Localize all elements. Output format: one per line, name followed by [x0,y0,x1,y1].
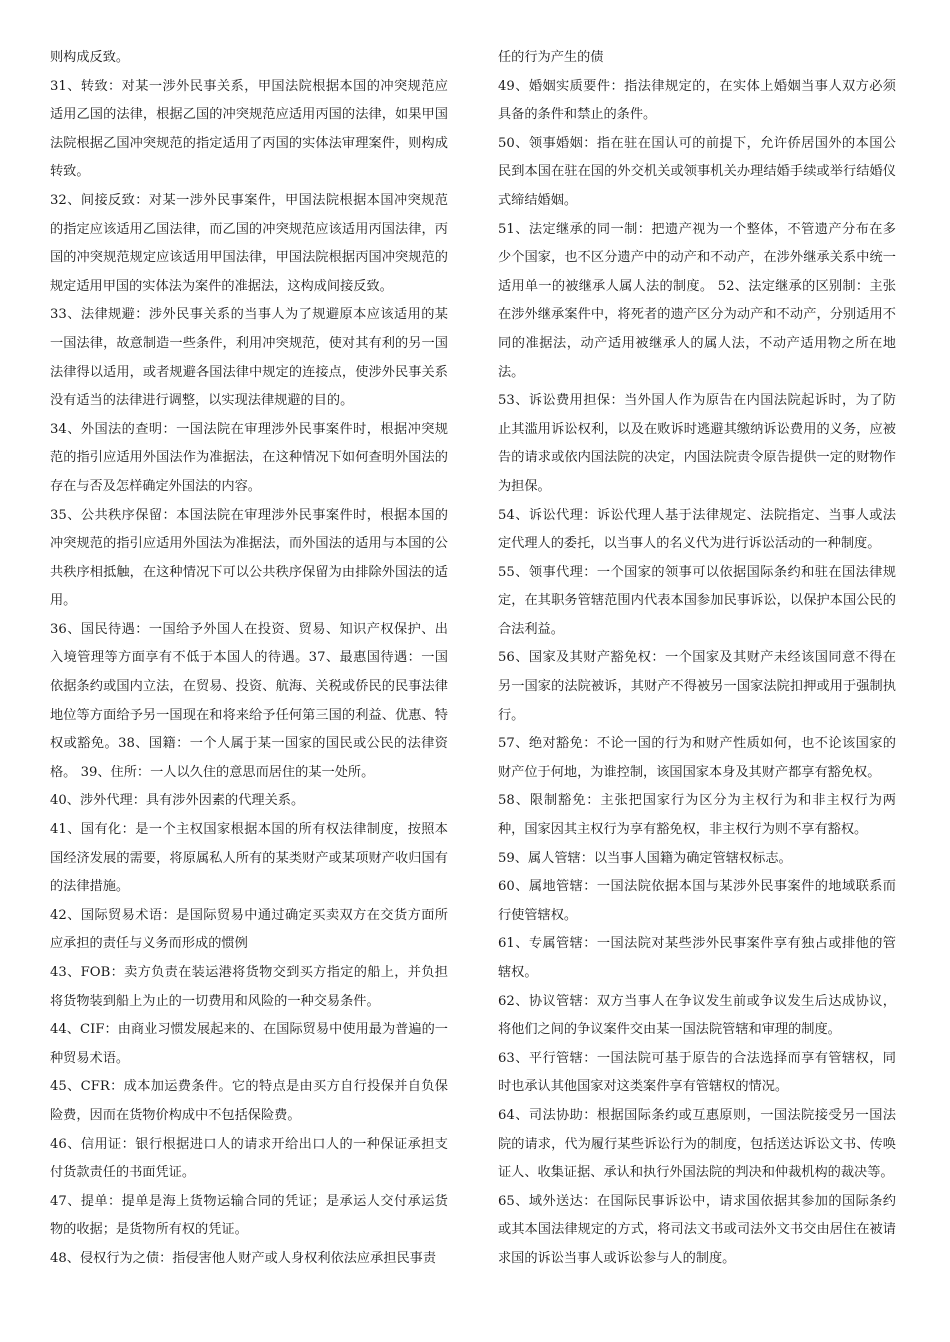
paragraph: 63、平行管辖：一国法院可基于原告的合法选择而享有管辖权，同时也承认其他国家对这类案件享有管辖权的情况。 [498,1050,896,1095]
paragraph: 49、婚姻实质要件：指法律规定的，在实体上婚姻当事人双方必须具备的条件和禁止的条件。 [498,78,896,123]
paragraph: 则构成反致。 [50,50,130,65]
paragraph: 48、侵权行为之债：指侵害他人财产或人身权利依法应承担民事责 [50,1250,437,1266]
paragraph: 57、绝对豁免：不论一国的行为和财产性质如何，也不论该国家的财产位于何地，为谁控制，该国国家本身及其财产都享有豁免权。 [498,736,896,780]
paragraph: 36、国民待遇：一国给予外国人在投资、贸易、知识产权保护、出入境管理等方面享有不低于本国人的待遇。37、最惠国待遇：一国依据条约或国内立法，在贸易、投资、航海、关税或侨民的民事法律地位等方面给予另一国现在和将来给予任何第三国的利益、优惠、特权或豁免。38、国籍：一个人属于某一国家的国民或公民的法律资格。 39、住所：一人以久住的意思而居住的某一处所。 [50,621,448,780]
paragraph: 42、国际贸易术语：是国际贸易中通过确定买卖双方在交货方面所应承担的责任与义务而形成的惯例 [50,907,448,952]
paragraph: 32、间接反致：对某一涉外民事案件，甲国法院根据本国冲突规范的指定应该适用乙国法律，而乙国的冲突规范应该适用丙国法律，丙国的冲突规范规定应该适用甲国法律，甲国法院根据丙国冲突规范的规定适用甲国的实体法为案件的准据法，这构成间接反致。 [50,192,448,294]
paragraph: 65、域外送达：在国际民事诉讼中，请求国依据其参加的国际条约或其本国法律规定的方式，将司法文书或司法外文书交由居住在被请求国的诉讼当事人或诉讼参与人的制度。 [498,1193,896,1266]
paragraph: 53、诉讼费用担保：当外国人作为原告在内国法院起诉时，为了防止其滥用诉讼权利，以及在败诉时逃避其缴纳诉讼费用的义务，应被告的请求或依内国法院的决定，内国法院责令原告提供一定的财物作为担保。 [498,393,896,494]
paragraph: 58、限制豁免：主张把国家行为区分为主权行为和非主权行为两种，国家因其主权行为享有豁免权，非主权行为则不享有豁权。 [498,793,896,838]
paragraph: 33、法律规避：涉外民事关系的当事人为了规避原本应该适用的某一国法律，故意制造一些条件，利用冲突规范，使对其有利的另一国法律得以适用，或者规避各国法律中规定的连接点，使涉外民事关系没有适当的法律进行调整，以实现法律规避的目的。 [50,307,448,409]
paragraph: 50、领事婚姻：指在驻在国认可的前提下，允许侨居国外的本国公民到本国在驻在国的外交机关或领事机关办理结婚手续或举行结婚仪式缔结婚姻。 [498,135,896,208]
paragraph: 51、法定继承的同一制：把遗产视为一个整体，不管遗产分布在多少个国家，也不区分遗产中的动产和不动产，在涉外继承关系中统一适用单一的被继承人属人法的制度。 52、法定继承的区别制：主张在涉外继承案件中，将死者的遗产区分为动产和不动产，分别适用不同的准据法，动产适用被继承人的属人法，不动产适用物之所在地法。 [498,221,896,380]
paragraph: 45、CFR：成本加运费条件。它的特点是由买方自行投保并自负保险费，因而在货物价构成中不包括保险费。 [50,1079,448,1123]
paragraph: 43、FOB：卖方负责在装运港将货物交到买方指定的船上，并负担将货物装到船上为止的一切费用和风险的一种交易条件。 [50,965,448,1009]
paragraph: 47、提单：提单是海上货物运输合同的凭证；是承运人交付承运货物的收据；是货物所有权的凭证。 [50,1193,448,1238]
paragraph: 46、信用证：银行根据进口人的请求开给出口人的一种保证承担支付货款责任的书面凭证。 [50,1136,448,1181]
paragraph: 44、CIF：由商业习惯发展起来的、在国际贸易中使用最为普遍的一种贸易术语。 [50,1022,448,1066]
paragraph: 31、转致：对某一涉外民事关系，甲国法院根据本国的冲突规范应适用乙国的法律，根据乙国的冲突规范应适用丙国的法律，如果甲国法院根据乙国冲突规范的指定适用了丙国的实体法审理案件，则构成转致。 [50,78,448,180]
paragraph: 任的行为产生的债 [498,50,604,65]
paragraph: 55、领事代理：一个国家的领事可以依据国际条约和驻在国法律规定，在其职务管辖范围内代表本国参加民事诉讼，以保护本国公民的合法利益。 [498,564,896,637]
left-text-column [50,44,448,1274]
paragraph: 56、国家及其财产豁免权：一个国家及其财产未经该国同意不得在另一国家的法院被诉，其财产不得被另一国家法院扣押或用于强制执行。 [498,650,896,723]
paragraph: 62、协议管辖：双方当事人在争议发生前或争议发生后达成协议，将他们之间的争议案件交由某一国法院管辖和审理的制度。 [498,993,896,1038]
paragraph: 59、属人管辖：以当事人国籍为确定管辖权标志。 [498,850,792,866]
right-text-column [498,44,896,1274]
paragraph: 34、外国法的查明：一国法院在审理涉外民事案件时，根据冲突规范的指引应适用外国法作为准据法，在这种情况下如何查明外国法的存在与否及怎样确定外国法的内容。 [50,421,448,494]
paragraph: 61、专属管辖：一国法院对某些涉外民事案件享有独占或排他的管辖权。 [498,936,896,980]
paragraph: 54、诉讼代理：诉讼代理人基于法律规定、法院指定、当事人或法定代理人的委托，以当事人的名义代为进行诉讼活动的一种制度。 [498,507,896,552]
paragraph: 41、国有化：是一个主权国家根据本国的所有权法律制度，按照本国经济发展的需要，将原属私人所有的某类财产或某项财产收归国有的法律措施。 [50,822,448,895]
paragraph: 60、属地管辖：一国法院依据本国与某涉外民事案件的地域联系而行使管辖权。 [498,879,896,923]
paragraph: 40、涉外代理：具有涉外因素的代理关系。 [50,793,305,809]
paragraph: 35、公共秩序保留：本国法院在审理涉外民事案件时，根据本国的冲突规范的指引应适用外国法为准据法，而外国法的适用与本国的公共秩序相抵触，在这种情况下可以公共秩序保留为由排除外国法的适用。 [50,507,448,609]
paragraph: 64、司法协助：根据国际条约或互惠原则，一国法院接受另一国法院的请求，代为履行某些诉讼行为的制度，包括送达诉讼文书、传唤证人、收集证据、承认和执行外国法院的判决和仲裁机构的裁决等。 [498,1107,896,1181]
